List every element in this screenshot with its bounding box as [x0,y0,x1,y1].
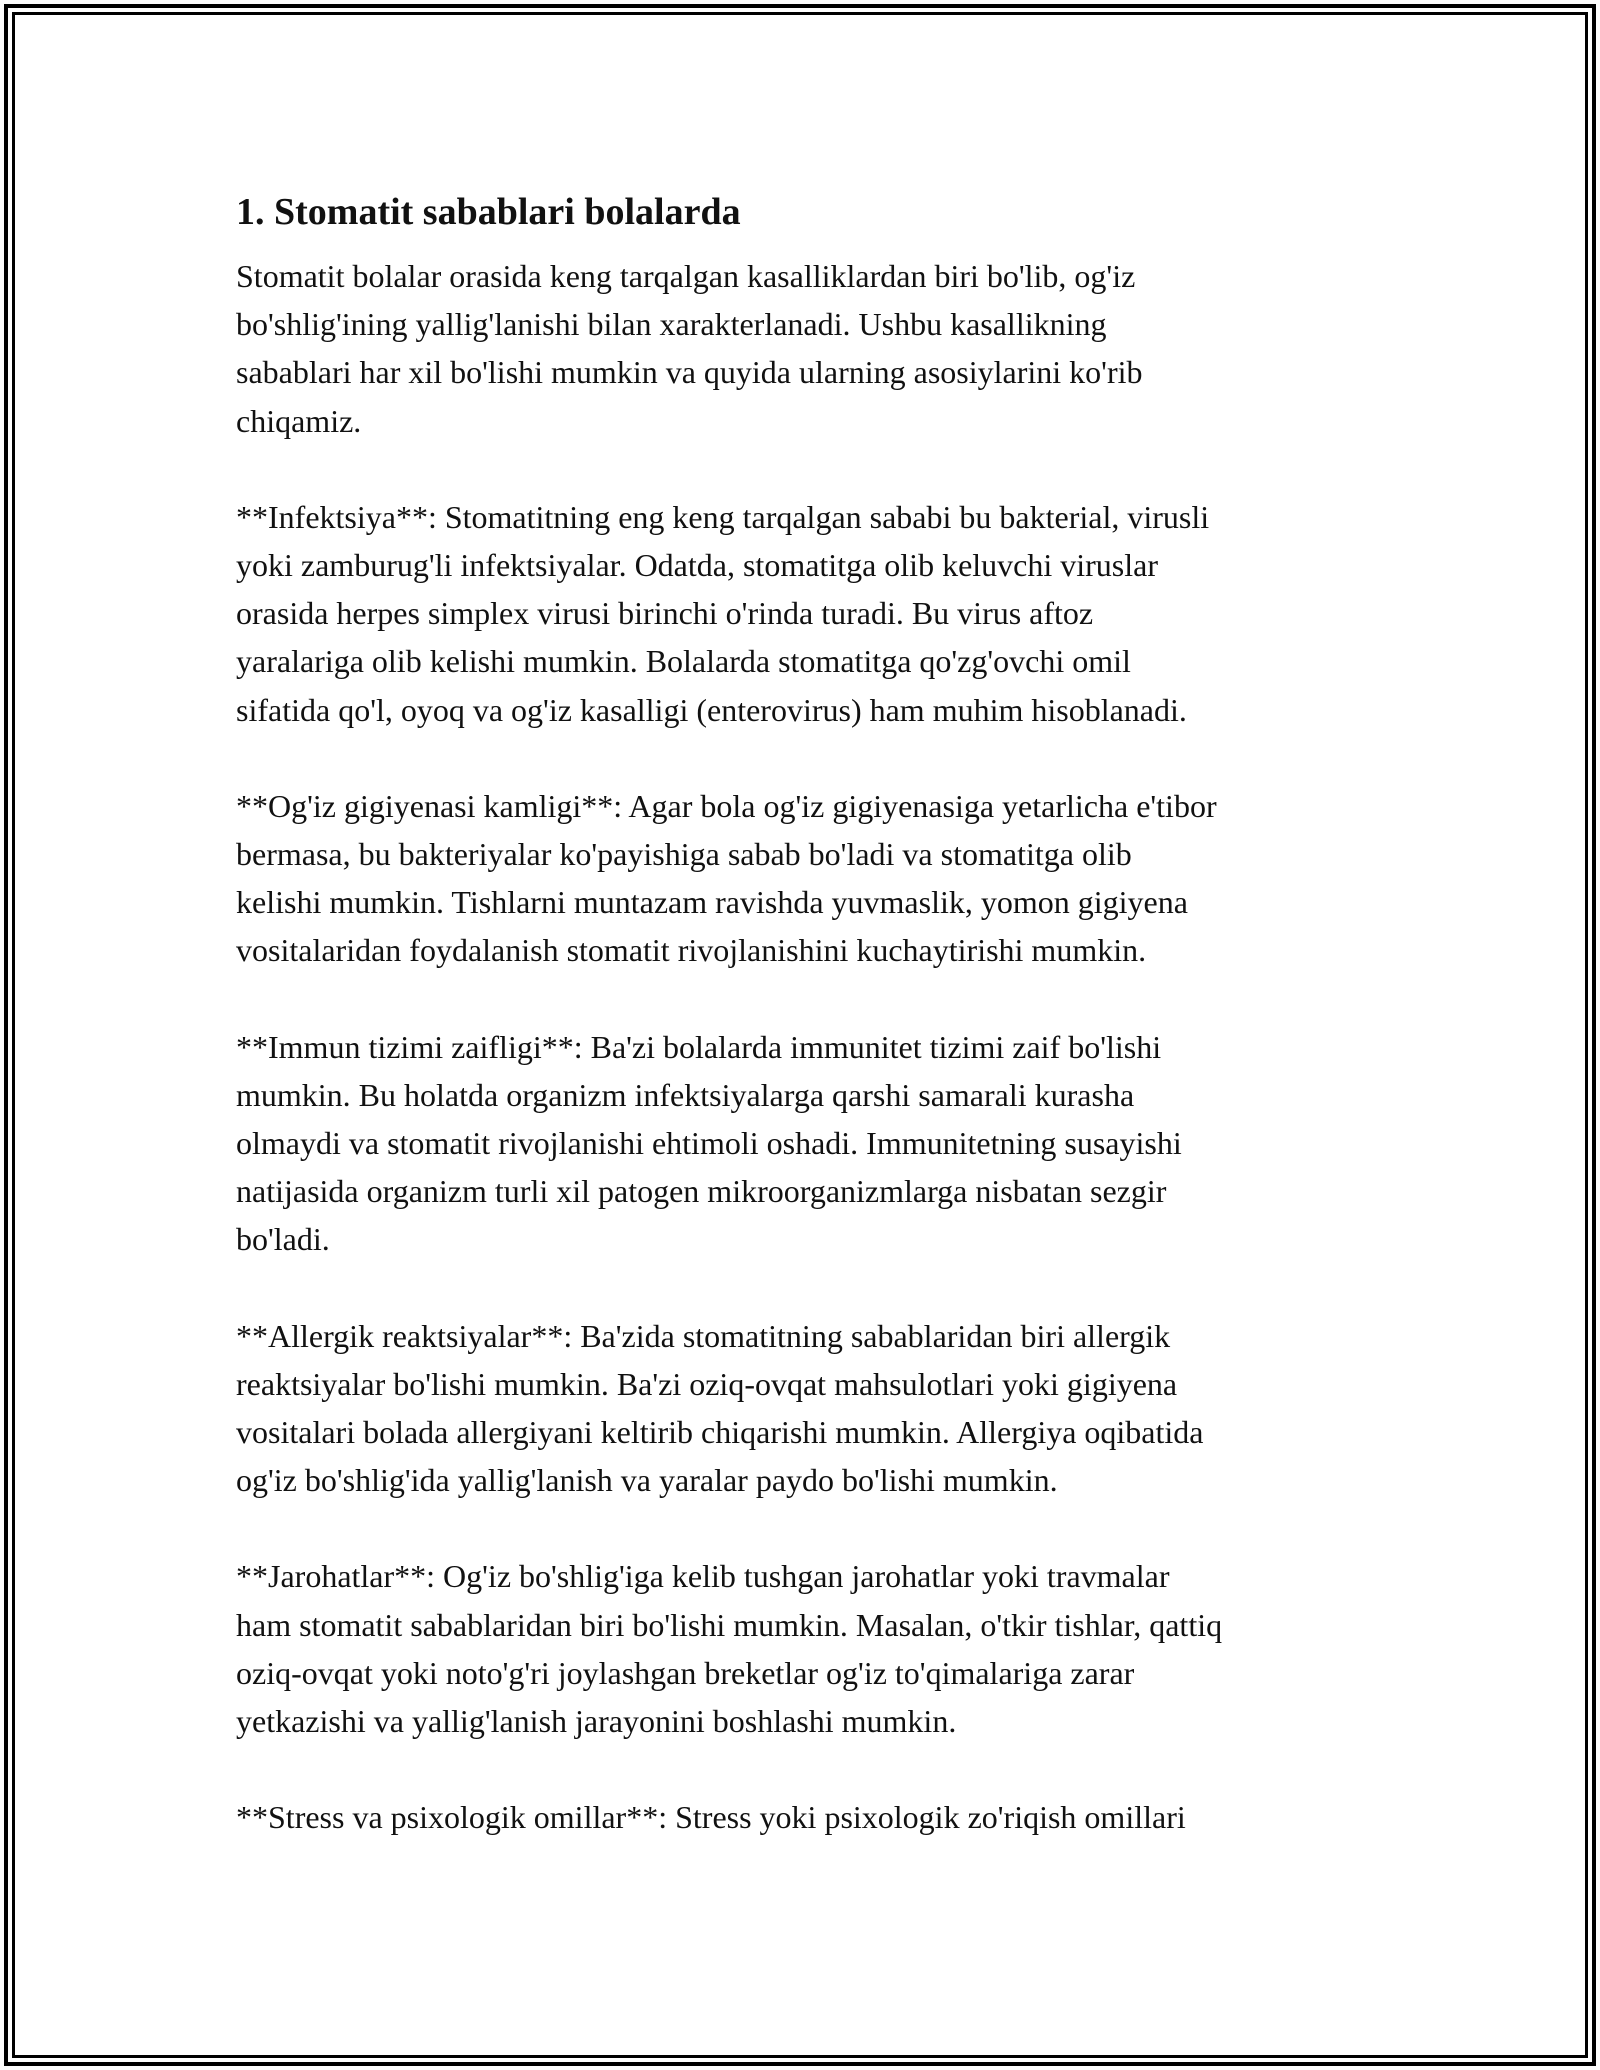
text-line: kelishi mumkin. Tishlarni muntazam ravishda yuvmaslik, yomon gigiyena [236,884,1188,921]
text-line: natijasida organizm turli xil patogen mikroorganizmlarga nisbatan sezgir [236,1173,1167,1210]
paragraph-stress [236,1793,1376,1841]
text-line: sabablari har xil bo'lishi mumkin va quyida ularning asosiylarini ko'rib [236,354,1143,391]
text-line: sifatida qo'l, oyoq va og'iz kasalligi (enterovirus) ham muhim hisoblanadi. [236,691,1187,728]
text-line: **Allergik reaktsiyalar**: Ba'zida stomatitning sabablaridan biri allergik [236,1317,1171,1354]
text-line: oziq-ovqat yoki noto'g'ri joylashgan breketlar og'iz to'qimalariga zarar [236,1654,1135,1691]
text-line: **Infektsiya**: Stomatitning eng keng tarqalgan sababi bu bakterial, virusli [236,498,1210,535]
document-title: 1. Stomatit sabablari bolalarda [236,191,741,233]
document-body [236,186,1376,1889]
paragraph-intro [236,252,1376,445]
text-line: **Jarohatlar**: Og'iz bo'shlig'iga kelib tushgan jarohatlar yoki travmalar [236,1558,1170,1595]
text-line: olmaydi va stomatit rivojlanishi ehtimoli oshadi. Immunitetning susayishi [236,1125,1182,1162]
text-line: **Og'iz gigiyenasi kamligi**: Agar bola og'iz gigiyenasiga yetarlicha e'tibor [236,787,1217,824]
text-line: chiqamiz. [236,402,362,439]
text-line: vositalari bolada allergiyani keltirib chiqarishi mumkin. Allergiya oqibatida [236,1414,1204,1451]
text-line: reaktsiyalar bo'lishi mumkin. Ba'zi oziq-ovqat mahsulotlari yoki gigiyena [236,1365,1178,1402]
paragraph-infektsiya [236,493,1376,734]
text-line: bo'shlig'ining yallig'lanishi bilan xarakterlanadi. Ushbu kasallikning [236,306,1107,343]
paragraph-gigiyena [236,782,1376,975]
text-line: bo'ladi. [236,1221,330,1258]
text-line: yoki zamburug'li infektsiyalar. Odatda, stomatitga olib keluvchi viruslar [236,547,1158,584]
text-line: bermasa, bu bakteriyalar ko'payishiga sabab bo'ladi va stomatitga olib [236,836,1132,873]
text-line: **Immun tizimi zaifligi**: Ba'zi bolalarda immunitet tizimi zaif bo'lishi [236,1028,1162,1065]
text-line: orasida herpes simplex virusi birinchi o'rinda turadi. Bu virus aftoz [236,595,1094,632]
text-line: yetkazishi va yallig'lanish jarayonini boshlashi mumkin. [236,1703,957,1740]
text-line: vositalaridan foydalanish stomatit rivojlanishini kuchaytirishi mumkin. [236,932,1147,969]
text-line: **Stress va psixologik omillar**: Stress yoki psixologik zo'riqish omillari [236,1799,1186,1836]
text-line: yaralariga olib kelishi mumkin. Bolalarda stomatitga qo'zg'ovchi omil [236,643,1131,680]
text-line: ham stomatit sabablaridan biri bo'lishi mumkin. Masalan, o'tkir tishlar, qattiq [236,1606,1223,1643]
text-line: Stomatit bolalar orasida keng tarqalgan kasalliklardan biri bo'lib, og'iz [236,258,1136,294]
paragraph-allergik [236,1312,1376,1505]
text-line: og'iz bo'shlig'ida yallig'lanish va yaralar paydo bo'lishi mumkin. [236,1462,1058,1499]
paragraph-jarohatlar [236,1552,1376,1745]
paragraph-immun [236,1023,1376,1264]
text-line: mumkin. Bu holatda organizm infektsiyalarga qarshi samarali kurasha [236,1076,1135,1113]
